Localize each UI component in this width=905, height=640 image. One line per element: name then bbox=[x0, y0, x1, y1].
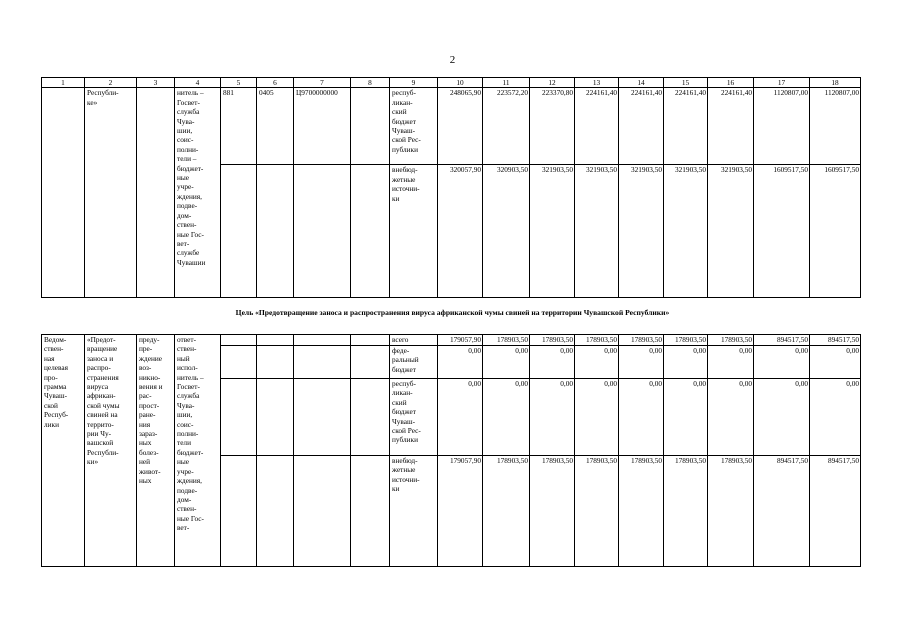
cell-funding-source: внебюд- жетные источни- ки bbox=[390, 165, 438, 298]
cell-program-name: «Предот- вращение заноса и распро- странения вируса африкан- ской чумы свиней на террито- рии Чу- вашской Республи- ки» bbox=[85, 335, 137, 567]
cell-value: 1609517,50 bbox=[810, 165, 861, 298]
cell-section-code: 0405 bbox=[257, 88, 294, 165]
page-number: 2 bbox=[449, 54, 456, 66]
cell-value: 224161,40 bbox=[575, 88, 619, 165]
cell-value: 178903,50 bbox=[619, 456, 664, 567]
cell-executor: нитель – Госвет- служба Чува- шии, соис- полни- тели – бюджет- ные учре- ждения, подве- дом- ствен- ные Гос- вет- службе Чувашии bbox=[175, 88, 221, 298]
cell-value: 0,00 bbox=[810, 379, 861, 456]
cell-value: 894517,50 bbox=[754, 335, 810, 346]
cell-value: 178903,50 bbox=[483, 335, 530, 346]
cell-ministry-code: 881 bbox=[221, 88, 257, 165]
cell-expense-type bbox=[351, 88, 390, 165]
cell-value: 248065,90 bbox=[438, 88, 483, 165]
cell-value: 178903,50 bbox=[575, 456, 619, 567]
column-number: 11 bbox=[483, 78, 530, 88]
cell-value: 178903,50 bbox=[708, 456, 754, 567]
cell-value: 178903,50 bbox=[483, 456, 530, 567]
cell-expense-type bbox=[351, 346, 390, 379]
cell-target-article: Ц9700000000 bbox=[294, 88, 351, 165]
cell-value: 0,00 bbox=[810, 346, 861, 379]
column-number: 5 bbox=[221, 78, 257, 88]
cell-value: 0,00 bbox=[708, 379, 754, 456]
cell-funding-source: внебюд- жетные источни- ки bbox=[390, 456, 438, 567]
table-row bbox=[42, 335, 861, 346]
cell-funding-source: респуб- ликан- ский бюджет Чуваш- ской Рес- публики bbox=[390, 379, 438, 456]
cell-value: 223572,20 bbox=[483, 88, 530, 165]
column-number: 17 bbox=[754, 78, 810, 88]
cell-executor: ответ- ствен- ный испол- нитель – Госвет- служба Чува- шии, соис- полни- тели бюджет- ные учре- ждения, подве- дом- ствен- ные Гос- вет- bbox=[175, 335, 221, 567]
cell-value: 179057,90 bbox=[438, 335, 483, 346]
cell-funding-source: феде- ральный бюджет bbox=[390, 346, 438, 379]
column-number: 4 bbox=[175, 78, 221, 88]
cell-value: 894517,50 bbox=[810, 456, 861, 567]
cell-expense-type bbox=[351, 335, 390, 346]
cell-value: 178903,50 bbox=[664, 335, 708, 346]
cell-target-article bbox=[294, 346, 351, 379]
cell-ministry-code bbox=[221, 346, 257, 379]
column-number: 7 bbox=[294, 78, 351, 88]
column-number: 1 bbox=[42, 78, 85, 88]
cell-section-code bbox=[257, 456, 294, 567]
cell-value: 178903,50 bbox=[664, 456, 708, 567]
column-number: 6 bbox=[257, 78, 294, 88]
cell-value: 0,00 bbox=[530, 379, 575, 456]
cell-value: 0,00 bbox=[575, 346, 619, 379]
cell-value: 178903,50 bbox=[575, 335, 619, 346]
cell-value: 179057,90 bbox=[438, 456, 483, 567]
cell-task: преду- пре- ждение воз- никно- вения и рас- прост- ране- ния зараз- ных болез- ней живот- ных bbox=[137, 335, 175, 567]
column-number: 2 bbox=[85, 78, 137, 88]
cell-value: 224161,40 bbox=[619, 88, 664, 165]
cell-value: 0,00 bbox=[483, 346, 530, 379]
cell-value: 0,00 bbox=[438, 379, 483, 456]
cell-value: 0,00 bbox=[708, 346, 754, 379]
column-number: 13 bbox=[575, 78, 619, 88]
cell-program-name: Республи- ке» bbox=[85, 88, 137, 298]
goal-budget-table bbox=[41, 334, 861, 567]
cell-value: 1120807,00 bbox=[810, 88, 861, 165]
cell-target-article bbox=[294, 335, 351, 346]
cell-value: 0,00 bbox=[664, 346, 708, 379]
cell-value: 321903,50 bbox=[530, 165, 575, 298]
cell-value: 321903,50 bbox=[619, 165, 664, 298]
cell-value: 0,00 bbox=[530, 346, 575, 379]
cell-value: 0,00 bbox=[754, 346, 810, 379]
cell-task bbox=[137, 88, 175, 298]
cell-value: 321903,50 bbox=[575, 165, 619, 298]
table-row bbox=[42, 88, 861, 165]
goal-title: Цель «Предотвращение заноса и распространения вируса африканской чумы свиней на территории Чувашской Республики» bbox=[235, 308, 670, 317]
cell-ministry-code bbox=[221, 456, 257, 567]
column-number: 16 bbox=[708, 78, 754, 88]
cell-target-article bbox=[294, 456, 351, 567]
cell-target-article bbox=[294, 165, 351, 298]
cell-value: 0,00 bbox=[483, 379, 530, 456]
column-number-row bbox=[42, 78, 861, 88]
cell-ministry-code bbox=[221, 335, 257, 346]
column-number: 15 bbox=[664, 78, 708, 88]
column-number: 8 bbox=[351, 78, 390, 88]
cell-value: 1120807,00 bbox=[754, 88, 810, 165]
column-number: 3 bbox=[137, 78, 175, 88]
cell-value: 223370,80 bbox=[530, 88, 575, 165]
cell-status: Ведом- ствен- ная целевая про- грамма Чуваш- ской Респуб- лики bbox=[42, 335, 85, 567]
column-number: 18 bbox=[810, 78, 861, 88]
column-number: 10 bbox=[438, 78, 483, 88]
cell-value: 224161,40 bbox=[664, 88, 708, 165]
cell-ministry-code bbox=[221, 379, 257, 456]
cell-ministry-code bbox=[221, 165, 257, 298]
cell-value: 1609517,50 bbox=[754, 165, 810, 298]
cell-status bbox=[42, 88, 85, 298]
cell-section-code bbox=[257, 165, 294, 298]
cell-expense-type bbox=[351, 379, 390, 456]
column-number: 14 bbox=[619, 78, 664, 88]
cell-value: 0,00 bbox=[664, 379, 708, 456]
cell-expense-type bbox=[351, 456, 390, 567]
cell-section-code bbox=[257, 335, 294, 346]
cell-value: 178903,50 bbox=[619, 335, 664, 346]
cell-value: 894517,50 bbox=[754, 456, 810, 567]
cell-value: 224161,40 bbox=[708, 88, 754, 165]
column-number: 9 bbox=[390, 78, 438, 88]
cell-value: 321903,50 bbox=[708, 165, 754, 298]
cell-value: 0,00 bbox=[619, 346, 664, 379]
cell-value: 178903,50 bbox=[708, 335, 754, 346]
cell-section-code bbox=[257, 346, 294, 379]
cell-target-article bbox=[294, 379, 351, 456]
cell-section-code bbox=[257, 379, 294, 456]
cell-value: 320057,90 bbox=[438, 165, 483, 298]
budget-table-continuation bbox=[41, 77, 861, 298]
cell-value: 0,00 bbox=[619, 379, 664, 456]
cell-funding-source: всего bbox=[390, 335, 438, 346]
cell-expense-type bbox=[351, 165, 390, 298]
cell-value: 0,00 bbox=[438, 346, 483, 379]
cell-value: 320903,50 bbox=[483, 165, 530, 298]
cell-value: 178903,50 bbox=[530, 335, 575, 346]
cell-value: 321903,50 bbox=[664, 165, 708, 298]
cell-funding-source: респуб- ликан- ский бюджет Чуваш- ской Рес- публики bbox=[390, 88, 438, 165]
column-number: 12 bbox=[530, 78, 575, 88]
cell-value: 0,00 bbox=[754, 379, 810, 456]
cell-value: 178903,50 bbox=[530, 456, 575, 567]
cell-value: 0,00 bbox=[575, 379, 619, 456]
cell-value: 894517,50 bbox=[810, 335, 861, 346]
